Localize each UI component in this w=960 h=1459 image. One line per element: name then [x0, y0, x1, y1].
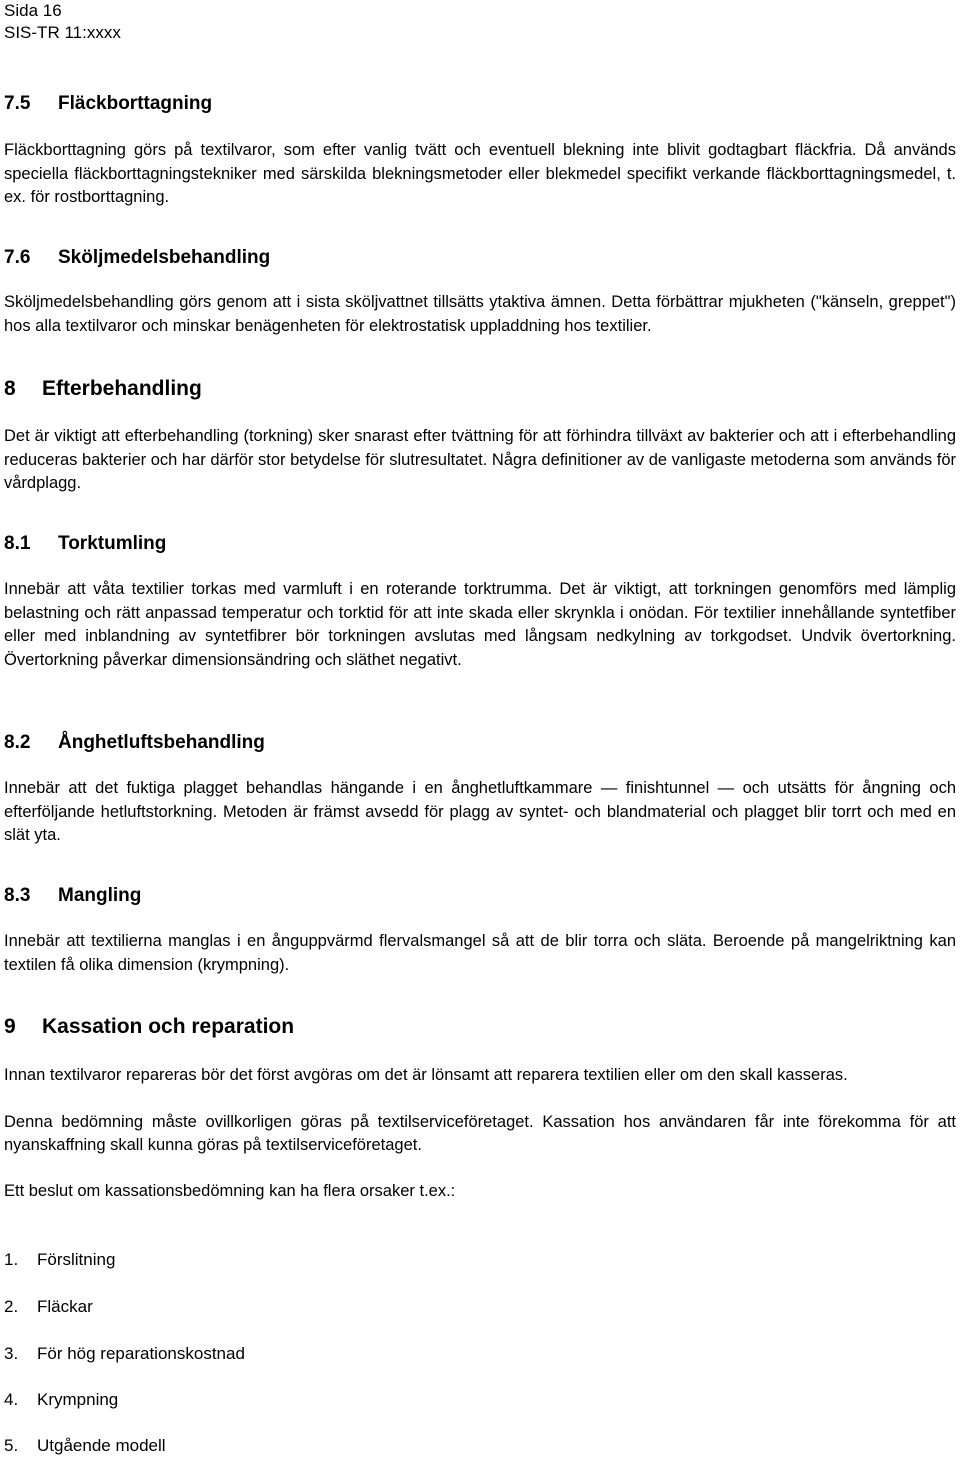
section-paragraph: Det är viktigt att efterbehandling (torkning) sker snarast efter tvättning för att förhindra tillväxt av bakterier och att i efterbehandling reduceras bakterier och har därför stor betydelse för slutresultatet. Några definitioner av de vanligaste metoderna som används för vårdplagg. [4, 427, 957, 492]
list-item [4, 1435, 166, 1457]
section-9 [4, 1014, 956, 1203]
section-paragraph: Fläckborttagning görs på textilvaror, som efter vanlig tvätt och eventuell blekning inte blivit godtagbart fläckfria. Då används speciella fläckborttagningstekniker med särskilda blekningsmetoder eller blekmedel specifikt verkande fläckborttagningsmedel, t. ex. för rostborttagning. [4, 141, 956, 206]
list-item-label: Förslitning [37, 1250, 116, 1269]
section-paragraph: Innebär att våta textilier torkas med varmluft i en roterande torktrumma. Det är viktigt, att torkningen genomförs med lämplig belastning och rätt anpassad temperatur och torktid för att inte skada eller skrynkla i onödan. För textilier innehållande syntetfiber eller med inblandning av syntetfibrer bör torkningen avslutas med långsam nedkylning av torkgodset. Undvik övertorkning. Övertorkning påverkar dimensionsändring och släthet negativt. [4, 580, 956, 669]
list-item-number: 5. [4, 1436, 19, 1455]
section-heading [4, 884, 956, 908]
list-item-number: 3. [4, 1344, 19, 1363]
section-title: Torktumling [58, 533, 167, 554]
section-paragraph: Ett beslut om kassationsbedömning kan ha flera orsaker t.ex.: [4, 1181, 456, 1200]
list-item [4, 1389, 118, 1411]
list-item-label: För hög reparationskostnad [37, 1344, 245, 1363]
section-number: 8.3 [4, 885, 31, 906]
document-id: SIS-TR 11:xxxx [4, 23, 121, 42]
section-7-6 [4, 246, 956, 338]
page-header [4, 0, 121, 44]
section-8 [4, 376, 956, 496]
section-title: Sköljmedelsbehandling [58, 247, 271, 268]
section-heading [4, 376, 956, 402]
section-heading [4, 1014, 956, 1040]
list-item-number: 2. [4, 1297, 19, 1316]
section-heading [4, 532, 956, 556]
section-8-3 [4, 884, 956, 977]
section-number: 7.5 [4, 93, 31, 114]
page-number: Sida 16 [4, 1, 62, 20]
list-item [4, 1249, 115, 1271]
section-8-1 [4, 532, 956, 672]
section-paragraph: Innebär att det fuktiga plagget behandlas hängande i en ånghetluftkammare — finishtunnel — och utsätts för ångning och efterföljande hetluftstorkning. Metoden är främst avsedd för plagg av syntet- och blandmaterial och plagget blir torrt och med en slät yta. [4, 779, 956, 844]
section-8-2 [4, 731, 956, 848]
section-paragraph: Denna bedömning måste ovillkorligen göras på textilserviceföretaget. Kassation hos användaren får inte förekomma för att nyanskaffning skall kunna göras på textilserviceföretaget. [4, 1112, 956, 1154]
section-title: Fläckborttagning [58, 93, 213, 114]
section-title: Kassation och reparation [42, 1015, 295, 1038]
section-title: Mangling [58, 885, 142, 906]
list-item-number: 4. [4, 1390, 19, 1409]
section-number: 7.6 [4, 247, 31, 268]
section-number: 9 [4, 1015, 16, 1038]
list-item [4, 1296, 93, 1318]
section-heading [4, 731, 956, 755]
section-number: 8 [4, 377, 16, 400]
section-paragraph: Sköljmedelsbehandling görs genom att i sista sköljvattnet tillsätts ytaktiva ämnen. Detta förbättrar mjukheten ("känseln, greppet") hos alla textilvaror och minskar benägenheten för elektrostatisk uppladdning hos textilier. [4, 293, 956, 335]
list-item-label: Krympning [37, 1390, 119, 1409]
section-heading [4, 92, 956, 116]
list-item [4, 1343, 245, 1365]
list-item-label: Fläckar [37, 1297, 93, 1316]
section-number: 8.1 [4, 533, 31, 554]
section-paragraph: Innebär att textilierna manglas i en ånguppvärmd flervalsmangel så att de blir torra och släta. Beroende på mangelriktning kan textilen få olika dimension (krympning). [4, 932, 956, 974]
section-paragraph: Innan textilvaror repareras bör det först avgöras om det är lönsamt att reparera textilien eller om den skall kasseras. [4, 1066, 848, 1084]
section-heading [4, 246, 956, 270]
section-title: Efterbehandling [42, 377, 202, 400]
list-item-label: Utgående modell [37, 1436, 166, 1455]
section-7-5 [4, 92, 956, 210]
list-item-number: 1. [4, 1250, 19, 1269]
section-number: 8.2 [4, 732, 31, 753]
section-title: Ånghetluftsbehandling [58, 732, 265, 753]
